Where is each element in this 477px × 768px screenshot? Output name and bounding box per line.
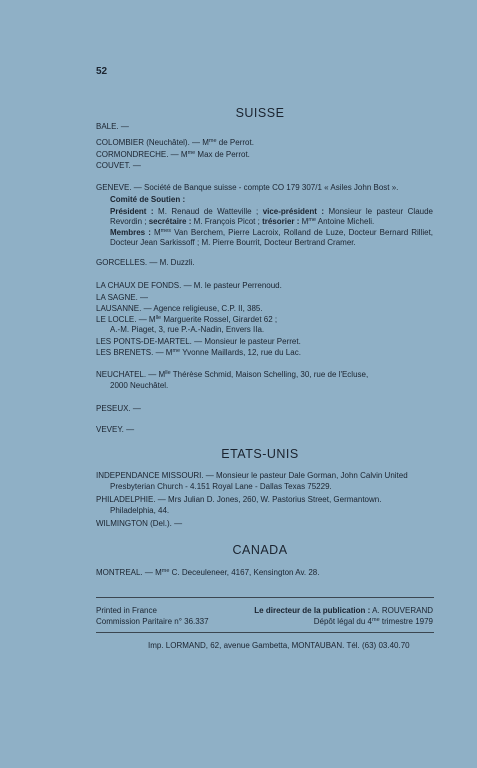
entry-vevey: VEVEY. — [96, 425, 135, 434]
section-heading-suisse: SUISSE [235, 106, 285, 120]
footer-rule-bottom [96, 632, 434, 633]
footer-depot-legal: Dépôt légal du $4^{me}$ trimestre 1979 [313, 617, 433, 626]
entry-cormondreche: CORMONDRECHE. — $M^{me}$ Max de Perrot. [96, 150, 250, 159]
entry-locle: LE LOCLE. — $M^{lle}$ Marguerite Rossel, Girardet 62 ; [96, 315, 278, 324]
entry-bale: BALE. — [96, 122, 129, 131]
entry-montreal: MONTREAL. — $M^{me}$ C. Deceuleneer, 4167, Kensington Av. 28. [96, 568, 320, 577]
entry-sagne: LA SAGNE. — [96, 293, 149, 302]
footer-directeur: Le directeur de la publication : A. ROUVERAND [254, 606, 433, 615]
entry-locle-continued: A.-M. Piaget, 3, rue P.-A.-Nadin, Envers IIa. [110, 325, 265, 334]
entry-neuchatel: NEUCHATEL. — $M^{lle}$ Thérèse Schmid, Maison Schelling, 30, rue de l'Ecluse, [96, 370, 369, 379]
entry-brenets: LES BRENETS. — $M^{me}$ Yvonne Maillards, 12, rue du Lac. [96, 348, 301, 357]
entry-couvet: COUVET. — [96, 161, 141, 170]
footer-commission: Commission Paritaire n° 36.337 [96, 617, 209, 626]
section-heading-etats-unis: ETATS-UNIS [221, 447, 299, 461]
footer-rule-top [96, 597, 434, 598]
footer-printed: Printed in France [96, 606, 157, 615]
page-number: 52 [96, 66, 108, 77]
entry-geneve: GENEVE. — Société de Banque suisse - compte CO 179 307/1 « Asiles John Bost ». [96, 183, 399, 192]
entry-lausanne: LAUSANNE. — Agence religieuse, C.P. II, 385. [96, 304, 263, 313]
section-heading-canada: CANADA [232, 543, 288, 557]
comite-membres: Membres : $M^{mes}$ Van Berchem, Pierre Lacroix, Rolland de Luze, Docteur Bernard Rilliet, Docteur Jean Sarkissoff ; M. Pierre Bourrit, Docteur Bertrand Cramer. [110, 228, 434, 247]
comite-officers: Président : M. Renaud de Watteville ; vice-président : Monsieur le pasteur Claude Revordin ; secrétaire : M. François Picot ; trésorier : $M^{me}$ Antoine Micheli. [110, 207, 434, 226]
entry-neuchatel-continued: 2000 Neuchâtel. [110, 381, 169, 390]
entry-ponts-de-martel: LES PONTS-DE-MARTEL. — Monsieur le pasteur Perret. [96, 337, 301, 346]
entry-philadelphie-continued: Philadelphia, 44. [110, 506, 170, 515]
comite-heading: Comité de Soutien : [110, 195, 186, 204]
entry-chaux-de-fonds: LA CHAUX DE FONDS. — M. le pasteur Perrenoud. [96, 281, 282, 290]
entry-peseux: PESEUX. — [96, 404, 141, 413]
entry-gorcelles: GORCELLES. — M. Duzzli. [96, 258, 195, 267]
entry-independance-continued: Presbyterian Church - 4.151 Royal Lane - Dallas Texas 75229. [110, 482, 332, 491]
entry-colombier: COLOMBIER (Neuchâtel). — $M^{me}$ de Perrot. [96, 138, 254, 147]
entry-wilmington: WILMINGTON (Del.). — [96, 519, 183, 528]
footer-imprimeur: Imp. LORMAND, 62, avenue Gambetta, MONTAUBAN. Tél. (63) 03.40.70 [148, 641, 410, 650]
entry-independance: INDEPENDANCE MISSOURI. — Monsieur le pasteur Dale Gorman, John Calvin United [96, 471, 408, 480]
entry-philadelphie: PHILADELPHIE. — Mrs Julian D. Jones, 260, W. Pastorius Street, Germantown. [96, 495, 382, 504]
